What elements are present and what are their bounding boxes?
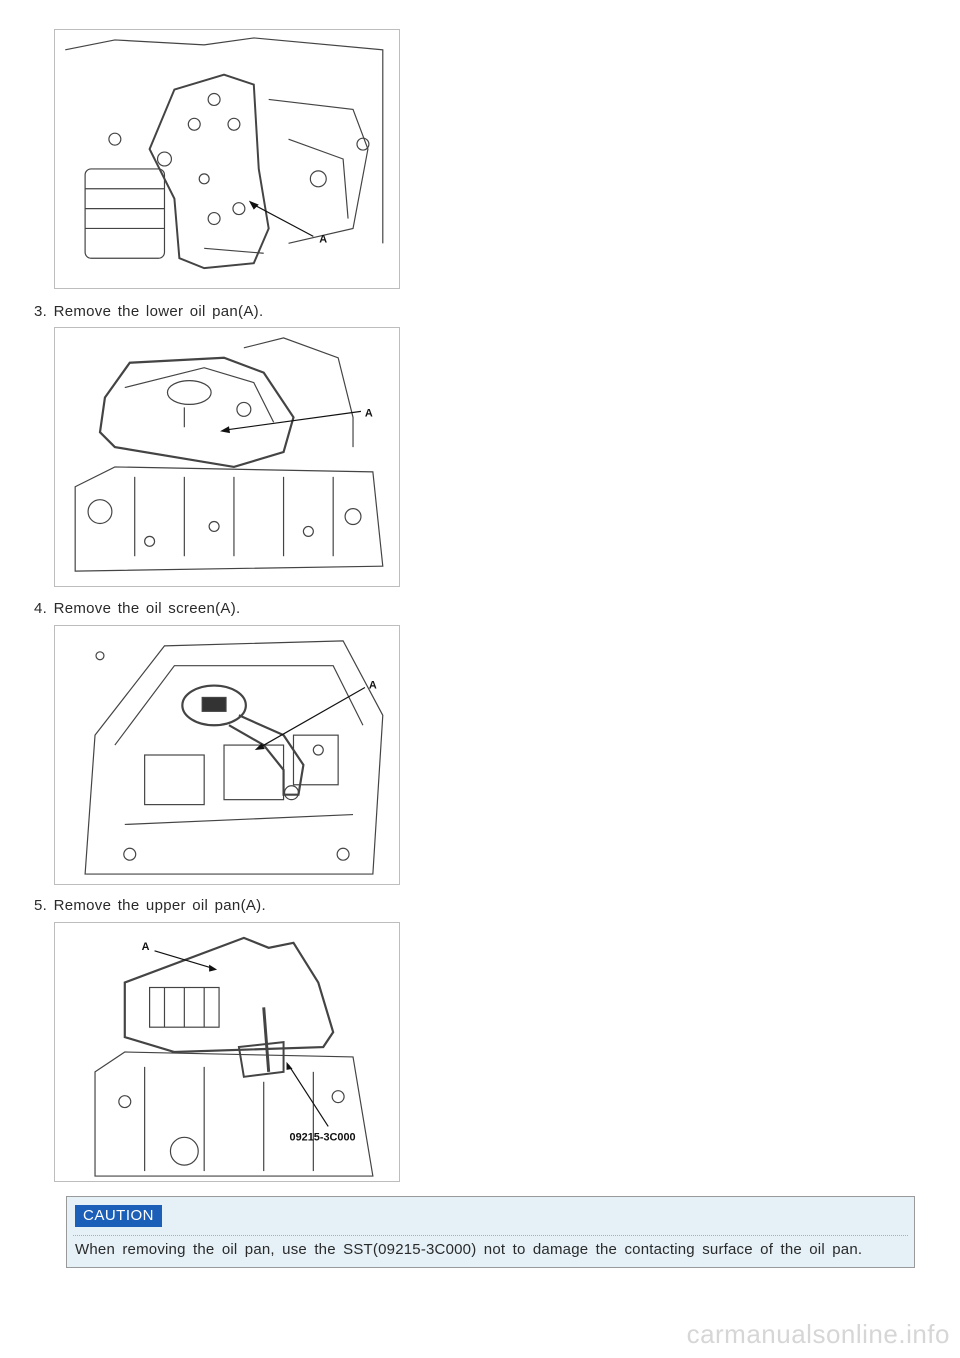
callout-a-label: A (319, 233, 328, 246)
oil-screen-drawing (55, 626, 399, 884)
step-text: Remove the oil screen(A). (53, 600, 241, 617)
step-5 (34, 897, 266, 914)
caution-text: When removing the oil pan, use the SST(09215-3C000) not to damage the contacting surface of the oil pan. (75, 1241, 863, 1258)
step-number: 3. (34, 303, 48, 320)
caution-box (66, 1196, 915, 1268)
step-text: Remove the lower oil pan(A). (53, 303, 264, 320)
lower-oil-pan-drawing (55, 328, 399, 586)
step-number: 5. (34, 897, 48, 914)
step-4 (34, 600, 241, 617)
step-text: Remove the upper oil pan(A). (53, 897, 266, 914)
watermark: carmanualsonline.info (686, 1319, 950, 1349)
figure-lower-oil-pan (54, 327, 400, 587)
figure-bracket-illustration (54, 29, 400, 289)
callout-a-label: A (368, 679, 377, 692)
figure-upper-oil-pan (54, 922, 400, 1182)
figure-oil-screen (54, 625, 400, 885)
bracket-drawing (55, 30, 399, 288)
upper-oil-pan-drawing (55, 923, 399, 1181)
caution-badge: CAUTION (75, 1205, 162, 1227)
step-number: 4. (34, 600, 48, 617)
step-3 (34, 303, 263, 320)
callout-a-label: A (364, 407, 373, 420)
tool-code-label: 09215-3C000 (289, 1131, 356, 1144)
caution-divider (73, 1235, 908, 1236)
callout-a-label: A (141, 940, 150, 953)
